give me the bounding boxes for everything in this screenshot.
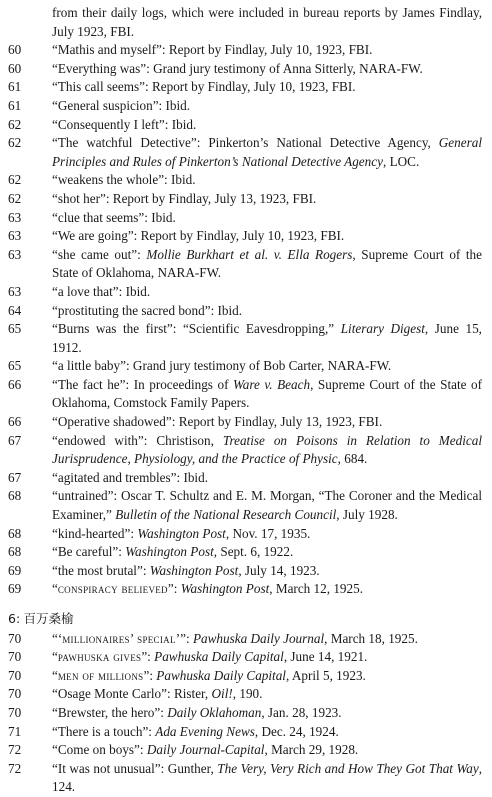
note-text bbox=[52, 432, 482, 469]
note-text bbox=[52, 190, 482, 209]
note-text bbox=[52, 376, 482, 413]
note-segment: , Supreme Court of the State of Oklahoma, NARA-FW. bbox=[52, 246, 483, 281]
note-segment: “weakens the whole”: Ibid. bbox=[52, 172, 196, 188]
note-page-number: 72 bbox=[8, 742, 22, 758]
note-page-number: 67 bbox=[8, 432, 22, 448]
note-page-number: 62 bbox=[8, 116, 22, 132]
note-page-number: 70 bbox=[8, 649, 22, 665]
note-page-number: 63 bbox=[8, 228, 22, 244]
note-page-number: 64 bbox=[8, 302, 22, 318]
note-entry bbox=[8, 60, 482, 79]
note-segment: , Nov. 17, 1935. bbox=[225, 525, 311, 541]
note-text bbox=[52, 525, 482, 544]
note-text bbox=[52, 562, 482, 581]
note-segment: “untrained”: Oscar T. Schultz and E. M. Morgan, “The Coroner and the Medical Examiner,” bbox=[52, 488, 482, 523]
note-segment: , Sept. 6, 1922. bbox=[213, 544, 294, 560]
note-entry bbox=[8, 525, 482, 544]
note-title-italic: Mollie Burkhart et al. v. Ella Rogers bbox=[146, 246, 353, 262]
note-segment: “ bbox=[52, 667, 58, 683]
note-segment: , June 14, 1921. bbox=[283, 649, 368, 665]
note-page-number: 70 bbox=[8, 704, 22, 720]
note-page-number: 70 bbox=[8, 630, 22, 646]
section-title: 百万桑榆 bbox=[23, 611, 74, 626]
note-text bbox=[52, 760, 482, 797]
note-segment: ”: bbox=[167, 581, 181, 597]
note-segment: “The watchful Detective”: Pinkerton’s National Detective Agency, bbox=[52, 135, 439, 151]
note-segment: “‘ bbox=[52, 630, 63, 646]
note-entry bbox=[8, 487, 482, 524]
note-entry bbox=[8, 630, 482, 649]
note-page-number: 68 bbox=[8, 525, 22, 541]
note-title-italic: Treatise on Poisons in Relation to Medical Jurisprudence, Physiology, and the Practice of Physic bbox=[52, 432, 482, 467]
note-entry bbox=[8, 432, 482, 469]
note-text bbox=[52, 685, 482, 704]
note-segment: , June 15, 1912. bbox=[52, 321, 482, 355]
note-page-number: 65 bbox=[8, 358, 22, 374]
note-segment: “ bbox=[52, 581, 58, 597]
note-page-number: 60 bbox=[8, 42, 22, 58]
note-segment: , March 29, 1928. bbox=[264, 742, 359, 758]
notes-list bbox=[8, 41, 482, 599]
note-segment: “shot her”: Report by Findlay, July 13, 1923, FBI. bbox=[52, 190, 317, 206]
note-page-number: 62 bbox=[8, 172, 22, 188]
note-title-italic: Ware v. Beach bbox=[233, 376, 311, 392]
note-segment: , April 5, 1923. bbox=[285, 667, 366, 683]
note-segment: , July 14, 1923. bbox=[238, 562, 320, 578]
note-text bbox=[52, 246, 482, 283]
note-entry bbox=[8, 41, 482, 60]
note-text bbox=[52, 97, 482, 116]
note-segment: “We are going”: Report by Findlay, July 10, 1923, FBI. bbox=[52, 228, 345, 244]
note-segment: “Come on boys”: bbox=[52, 742, 147, 758]
note-text bbox=[52, 134, 482, 171]
note-title-italic: Ada Evening News bbox=[155, 723, 255, 739]
section-number: 6: bbox=[8, 611, 21, 626]
note-segment: ’”: bbox=[175, 630, 193, 646]
note-segment: “Operative shadowed”: Report by Findlay, July 13, 1923, FBI. bbox=[52, 414, 383, 430]
note-text bbox=[52, 469, 482, 488]
note-segment: “Mathis and myself”: Report by Findlay, July 10, 1923, FBI. bbox=[52, 42, 373, 58]
note-title-italic: Washington Post bbox=[125, 544, 214, 560]
note-entry bbox=[8, 97, 482, 116]
notes-list-section-6 bbox=[8, 630, 482, 797]
note-title-italic: Pawhuska Daily Capital bbox=[156, 667, 286, 683]
note-text bbox=[52, 413, 482, 432]
note-text bbox=[52, 648, 482, 667]
note-entry bbox=[8, 283, 482, 302]
section-heading bbox=[8, 610, 482, 629]
note-segment: “Be careful”: bbox=[52, 544, 126, 560]
note-page-number: 66 bbox=[8, 376, 22, 392]
note-page-number: 62 bbox=[8, 135, 22, 151]
note-segment: “Everything was”: Grand jury testimony of Anna Sitterly, NARA-FW. bbox=[52, 60, 423, 76]
note-page-number: 63 bbox=[8, 209, 22, 225]
note-segment: , 190. bbox=[232, 686, 263, 702]
note-segment: “Brewster, the hero”: bbox=[52, 704, 168, 720]
note-segment: “Consequently I left”: Ibid. bbox=[52, 116, 197, 132]
note-segment: , March 12, 1925. bbox=[269, 581, 364, 597]
note-segment: , 124. bbox=[52, 760, 482, 795]
note-segment: “a love that”: Ibid. bbox=[52, 283, 151, 299]
note-text bbox=[52, 580, 482, 599]
note-entry bbox=[8, 134, 482, 171]
note-text bbox=[52, 116, 482, 135]
note-page-number: 63 bbox=[8, 246, 22, 262]
note-segment: “a little baby”: Grand jury testimony of Bob Carter, NARA-FW. bbox=[52, 358, 392, 374]
note-small-caps: men of millions bbox=[57, 667, 144, 683]
note-page-number: 69 bbox=[8, 562, 22, 578]
note-entry bbox=[8, 562, 482, 581]
note-entry bbox=[8, 741, 482, 760]
note-text bbox=[52, 320, 482, 357]
note-text: from their daily logs, which were included in bureau reports by James Findlay, July 1923, FBI. bbox=[52, 5, 482, 39]
note-text bbox=[52, 60, 482, 79]
note-page-number: 72 bbox=[8, 760, 22, 776]
note-text bbox=[52, 704, 482, 723]
note-segment: “endowed with”: Christison, bbox=[52, 432, 223, 448]
note-entry bbox=[8, 246, 482, 283]
note-page-number: 70 bbox=[8, 667, 22, 683]
note-text bbox=[52, 78, 482, 97]
note-segment: , 684. bbox=[337, 451, 368, 467]
note-page-number: 61 bbox=[8, 97, 22, 113]
note-small-caps: millionaires’ special bbox=[62, 630, 176, 646]
note-text bbox=[52, 41, 482, 60]
note-entry bbox=[8, 209, 482, 228]
note-text bbox=[52, 543, 482, 562]
note-title-italic: Pawhuska Daily Journal bbox=[192, 630, 325, 646]
note-text bbox=[52, 723, 482, 742]
note-text bbox=[52, 227, 482, 246]
note-page-number: 61 bbox=[8, 79, 22, 95]
note-text bbox=[52, 487, 482, 524]
note-text bbox=[52, 302, 482, 321]
note-page-number: 69 bbox=[8, 581, 22, 597]
note-page-number: 63 bbox=[8, 283, 22, 299]
note-text bbox=[52, 209, 482, 228]
note-segment: , LOC. bbox=[382, 153, 420, 169]
note-segment: ”: bbox=[141, 649, 155, 665]
note-entry bbox=[8, 320, 482, 357]
note-segment: “There is a touch”: bbox=[52, 723, 156, 739]
note-small-caps: conspiracy believed bbox=[57, 581, 168, 597]
note-entry bbox=[8, 723, 482, 742]
note-segment: “The fact he”: In proceedings of bbox=[52, 376, 234, 392]
note-title-italic: Washington Post bbox=[180, 581, 270, 597]
note-entry bbox=[8, 685, 482, 704]
note-entry bbox=[8, 78, 482, 97]
note-title-italic: Oil! bbox=[211, 686, 233, 702]
note-segment: “Osage Monte Carlo”: Rister, bbox=[52, 686, 212, 702]
note-text bbox=[52, 741, 482, 760]
note-entry bbox=[8, 171, 482, 190]
note-segment: “clue that seems”: Ibid. bbox=[52, 209, 176, 225]
note-entry bbox=[8, 376, 482, 413]
note-small-caps: pawhuska gives bbox=[57, 649, 142, 665]
note-title-italic: Pawhuska Daily Capital bbox=[154, 649, 284, 665]
note-text bbox=[52, 283, 482, 302]
note-title-italic: Literary Digest bbox=[340, 321, 425, 337]
continuation-note bbox=[8, 4, 482, 41]
note-entry bbox=[8, 667, 482, 686]
note-page-number: 67 bbox=[8, 469, 22, 485]
note-segment: , Jan. 28, 1923. bbox=[261, 704, 342, 720]
note-entry bbox=[8, 648, 482, 667]
note-entry bbox=[8, 469, 482, 488]
note-entry bbox=[8, 302, 482, 321]
note-page-number: 60 bbox=[8, 60, 22, 76]
note-entry bbox=[8, 704, 482, 723]
note-segment: “Burns was the first”: “Scientific Eavesdropping,” bbox=[52, 321, 341, 337]
note-segment: “prostituting the sacred bond”: Ibid. bbox=[52, 302, 243, 318]
note-entry bbox=[8, 760, 482, 797]
note-title-italic: Daily Journal-Capital bbox=[146, 742, 265, 758]
note-title-italic: Daily Oklahoman bbox=[167, 704, 262, 720]
note-entry bbox=[8, 580, 482, 599]
note-segment: , July 1928. bbox=[336, 507, 398, 523]
note-title-italic: Washington Post bbox=[149, 562, 239, 578]
note-entry bbox=[8, 543, 482, 562]
note-entry bbox=[8, 116, 482, 135]
note-entry bbox=[8, 357, 482, 376]
note-segment: “kind-hearted”: bbox=[52, 525, 138, 541]
note-text bbox=[52, 357, 482, 376]
note-segment: “agitated and trembles”: Ibid. bbox=[52, 469, 208, 485]
note-title-italic: Washington Post bbox=[137, 525, 226, 541]
note-segment: , March 18, 1925. bbox=[324, 630, 418, 646]
note-segment: “This call seems”: Report by Findlay, July 10, 1923, FBI. bbox=[52, 79, 356, 95]
note-page-number: 68 bbox=[8, 488, 22, 504]
note-page-number: 70 bbox=[8, 686, 22, 702]
note-title-italic: General Principles and Rules of Pinkerton’s National Detective Agency bbox=[52, 135, 482, 169]
note-segment: , Supreme Court of the State of Oklahoma, Comstock Family Papers. bbox=[52, 376, 482, 411]
note-title-italic: The Very, Very Rich and How They Got That Way bbox=[217, 760, 479, 776]
note-segment: “It was not unusual”: Gunther, bbox=[52, 760, 218, 776]
note-page-number: 62 bbox=[8, 190, 22, 206]
note-page-number: 71 bbox=[8, 723, 22, 739]
note-text bbox=[52, 171, 482, 190]
note-segment: “she came out”: bbox=[52, 246, 147, 262]
note-entry bbox=[8, 190, 482, 209]
note-text bbox=[52, 667, 482, 686]
note-entry bbox=[8, 227, 482, 246]
note-page-number: 68 bbox=[8, 544, 22, 560]
note-title-italic: Bulletin of the National Research Council bbox=[115, 507, 337, 523]
note-text bbox=[52, 630, 482, 649]
note-entry bbox=[8, 413, 482, 432]
note-page-number: 65 bbox=[8, 321, 22, 337]
note-segment: “the most brutal”: bbox=[52, 562, 150, 578]
note-segment: , Dec. 24, 1924. bbox=[254, 723, 339, 739]
note-segment: “ bbox=[52, 649, 58, 665]
note-page-number: 66 bbox=[8, 414, 22, 430]
note-segment: “General suspicion”: Ibid. bbox=[52, 97, 191, 113]
note-segment: ”: bbox=[143, 667, 157, 683]
